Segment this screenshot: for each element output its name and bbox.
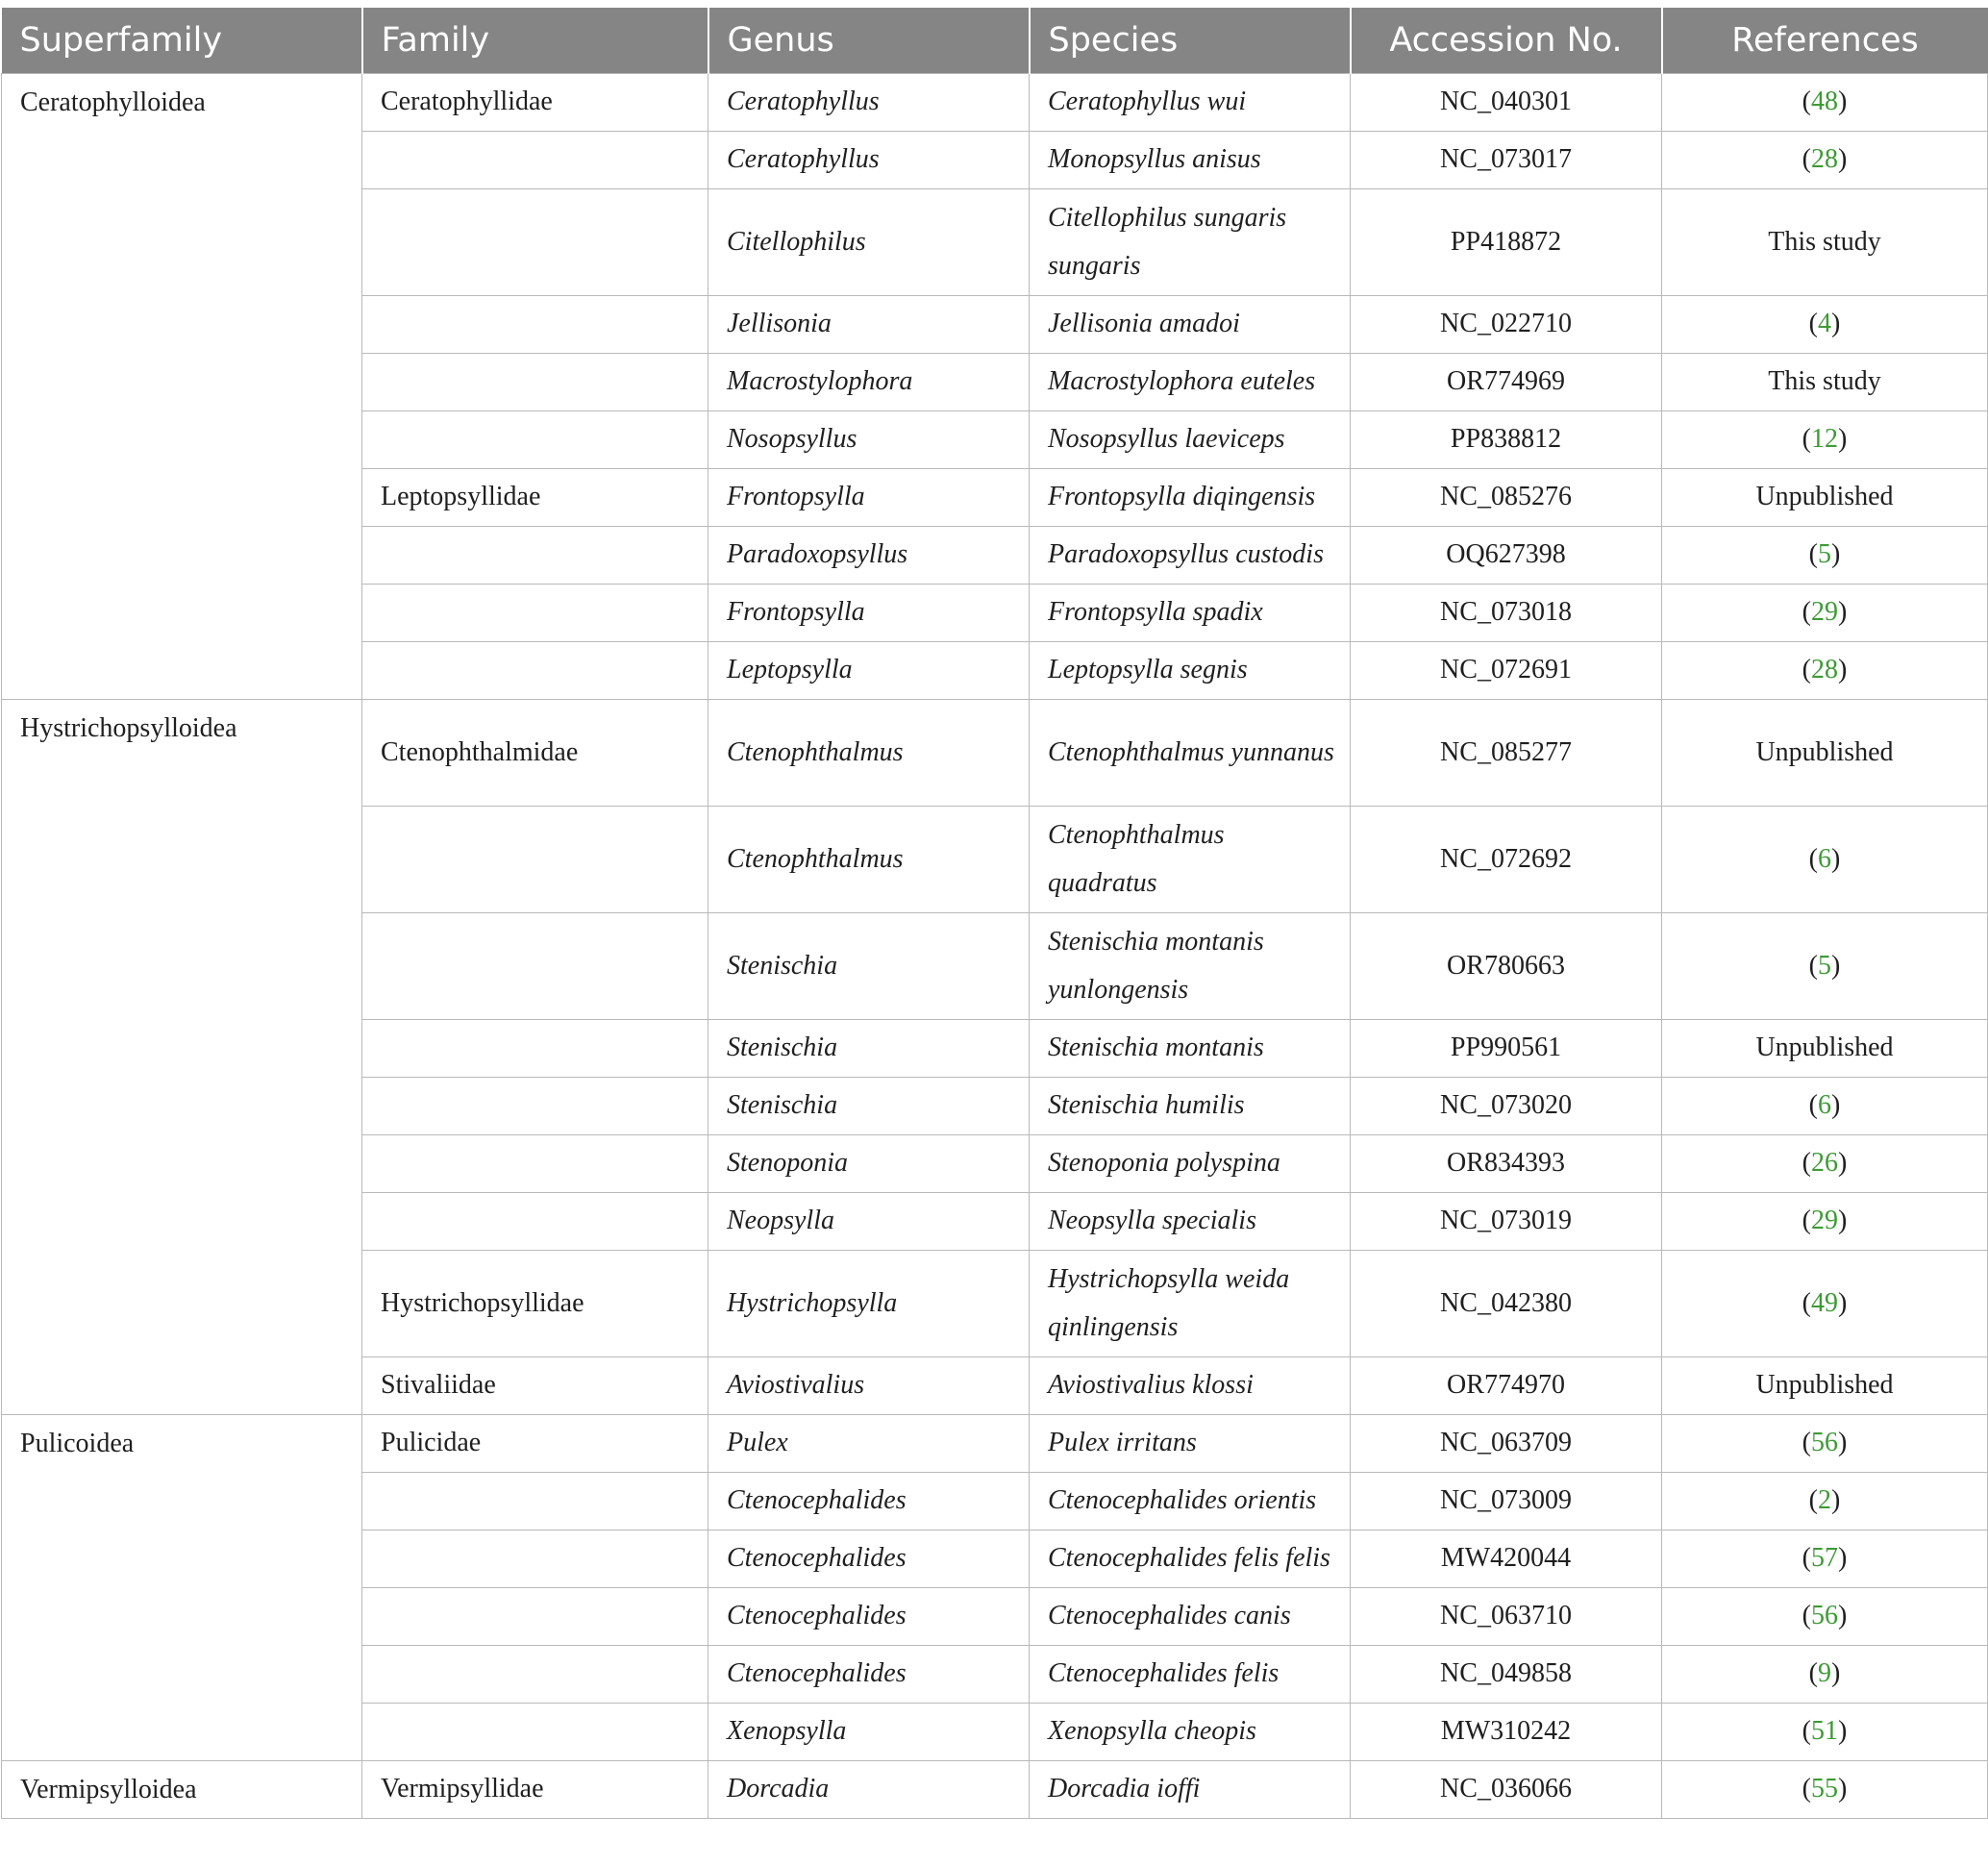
table-container	[1, 8, 1987, 1819]
cell-reference	[1662, 699, 1988, 806]
cell-genus: Hystrichopsylla	[708, 1250, 1030, 1356]
cell-accession: NC_040301	[1351, 73, 1662, 131]
cell-accession: NC_063710	[1351, 1587, 1662, 1645]
reference-link[interactable]: 26	[1811, 1148, 1838, 1178]
ref-close-paren: )	[1831, 1090, 1841, 1120]
ref-close-paren: )	[1831, 950, 1841, 981]
cell-species: Stenoponia polyspina	[1030, 1134, 1351, 1192]
cell-family	[362, 295, 708, 353]
cell-reference	[1662, 73, 1988, 131]
cell-reference	[1662, 1019, 1988, 1077]
cell-species: Neopsylla specialis	[1030, 1192, 1351, 1250]
cell-species: Monopsyllus anisus	[1030, 131, 1351, 188]
cell-reference	[1662, 1250, 1988, 1356]
cell-accession: NC_042380	[1351, 1250, 1662, 1356]
reference-link[interactable]: 55	[1811, 1774, 1838, 1804]
cell-family	[362, 188, 708, 295]
cell-reference	[1662, 1472, 1988, 1530]
ref-close-paren: )	[1838, 655, 1848, 684]
cell-species: Stenischia montanis	[1030, 1019, 1351, 1077]
cell-family	[362, 131, 708, 188]
ref-open-paren: (	[1802, 1774, 1811, 1804]
cell-species: Ctenocephalides felis felis	[1030, 1530, 1351, 1587]
cell-family	[362, 641, 708, 699]
cell-species: Citellophilus sungaris sungaris	[1030, 188, 1351, 295]
ref-close-paren: )	[1838, 597, 1848, 627]
reference-link[interactable]: 49	[1811, 1287, 1838, 1318]
ref-close-paren: )	[1838, 1428, 1848, 1457]
cell-reference	[1662, 468, 1988, 526]
cell-accession: NC_036066	[1351, 1760, 1662, 1818]
cell-species: Ctenocephalides felis	[1030, 1645, 1351, 1703]
ref-close-paren: )	[1831, 309, 1841, 338]
cell-accession: NC_063709	[1351, 1414, 1662, 1472]
ref-open-paren: (	[1802, 1428, 1811, 1457]
cell-reference	[1662, 912, 1988, 1019]
cell-accession: OR774969	[1351, 353, 1662, 411]
ref-open-paren: (	[1802, 1716, 1811, 1746]
cell-family	[362, 584, 708, 641]
cell-genus: Aviostivalius	[708, 1356, 1030, 1414]
cell-reference	[1662, 131, 1988, 188]
header-genus: Genus	[708, 8, 1030, 73]
cell-genus: Ctenocephalides	[708, 1472, 1030, 1530]
cell-superfamily: Pulicoidea	[2, 1414, 362, 1760]
cell-reference	[1662, 353, 1988, 411]
ref-open-paren: (	[1802, 87, 1811, 116]
ref-open-paren: (	[1808, 1485, 1818, 1515]
ref-open-paren: (	[1808, 843, 1818, 874]
cell-accession: PP838812	[1351, 411, 1662, 468]
ref-close-paren: )	[1838, 1206, 1848, 1235]
cell-family	[362, 806, 708, 912]
cell-genus: Ctenocephalides	[708, 1587, 1030, 1645]
cell-family	[362, 1192, 708, 1250]
cell-genus: Nosopsyllus	[708, 411, 1030, 468]
cell-reference	[1662, 1530, 1988, 1587]
cell-family	[362, 912, 708, 1019]
table-row	[2, 699, 1988, 806]
reference-link[interactable]: 6	[1818, 1090, 1831, 1120]
cell-family	[362, 353, 708, 411]
cell-species: Jellisonia amadoi	[1030, 295, 1351, 353]
cell-accession: NC_073009	[1351, 1472, 1662, 1530]
cell-genus: Stenischia	[708, 912, 1030, 1019]
ref-close-paren: )	[1831, 539, 1841, 569]
cell-accession: NC_072691	[1351, 641, 1662, 699]
cell-accession: PP990561	[1351, 1019, 1662, 1077]
cell-family: Pulicidae	[362, 1414, 708, 1472]
ref-open-paren: (	[1802, 1601, 1811, 1630]
reference-text: This study	[1768, 226, 1881, 257]
ref-open-paren: (	[1808, 539, 1818, 569]
cell-genus: Ctenophthalmus	[708, 699, 1030, 806]
cell-reference	[1662, 1077, 1988, 1134]
reference-link[interactable]: 28	[1811, 655, 1838, 684]
cell-family	[362, 1019, 708, 1077]
header-row	[2, 8, 1988, 73]
cell-superfamily: Ceratophylloidea	[2, 73, 362, 699]
ref-open-paren: (	[1802, 1206, 1811, 1235]
cell-accession: NC_022710	[1351, 295, 1662, 353]
reference-link[interactable]: 29	[1811, 597, 1838, 627]
ref-open-paren: (	[1802, 1287, 1811, 1318]
cell-reference	[1662, 1645, 1988, 1703]
ref-open-paren: (	[1802, 1148, 1811, 1178]
cell-family	[362, 1077, 708, 1134]
cell-reference	[1662, 295, 1988, 353]
ref-open-paren: (	[1808, 950, 1818, 981]
cell-family: Leptopsyllidae	[362, 468, 708, 526]
cell-reference	[1662, 1760, 1988, 1818]
cell-family	[362, 1587, 708, 1645]
cell-genus: Ctenocephalides	[708, 1530, 1030, 1587]
cell-reference	[1662, 411, 1988, 468]
reference-link[interactable]: 12	[1811, 424, 1838, 454]
cell-reference	[1662, 1414, 1988, 1472]
reference-text: Unpublished	[1755, 482, 1894, 511]
cell-reference	[1662, 1134, 1988, 1192]
reference-link[interactable]: 6	[1818, 843, 1831, 874]
cell-reference	[1662, 1192, 1988, 1250]
reference-text: This study	[1768, 366, 1881, 396]
header-species: Species	[1030, 8, 1351, 73]
cell-species: Stenischia humilis	[1030, 1077, 1351, 1134]
table-row	[2, 73, 1988, 131]
cell-species: Dorcadia ioffi	[1030, 1760, 1351, 1818]
cell-species: Paradoxopsyllus custodis	[1030, 526, 1351, 584]
ref-close-paren: )	[1838, 1601, 1848, 1630]
reference-link[interactable]: 56	[1811, 1428, 1838, 1457]
cell-species: Ctenophthalmus quadratus	[1030, 806, 1351, 912]
reference-link[interactable]: 29	[1811, 1206, 1838, 1235]
cell-accession: NC_073018	[1351, 584, 1662, 641]
cell-reference	[1662, 584, 1988, 641]
reference-link[interactable]: 48	[1811, 87, 1838, 116]
cell-reference	[1662, 806, 1988, 912]
reference-link[interactable]: 5	[1818, 539, 1831, 569]
ref-close-paren: )	[1831, 1658, 1841, 1688]
reference-text: Unpublished	[1755, 1370, 1894, 1400]
cell-genus: Pulex	[708, 1414, 1030, 1472]
table-row	[2, 1760, 1988, 1818]
cell-family: Ctenophthalmidae	[362, 699, 708, 806]
cell-genus: Citellophilus	[708, 188, 1030, 295]
cell-superfamily: Hystrichopsylloidea	[2, 699, 362, 1414]
ref-open-paren: (	[1802, 1543, 1811, 1573]
cell-family	[362, 411, 708, 468]
cell-reference	[1662, 1356, 1988, 1414]
cell-family	[362, 1472, 708, 1530]
cell-reference	[1662, 1587, 1988, 1645]
ref-close-paren: )	[1838, 1287, 1848, 1318]
cell-family: Hystrichopsyllidae	[362, 1250, 708, 1356]
cell-accession: OR774970	[1351, 1356, 1662, 1414]
cell-family	[362, 1703, 708, 1760]
cell-family: Ceratophyllidae	[362, 73, 708, 131]
ref-close-paren: )	[1831, 1485, 1841, 1515]
cell-genus: Macrostylophora	[708, 353, 1030, 411]
cell-genus: Stenischia	[708, 1077, 1030, 1134]
cell-genus: Dorcadia	[708, 1760, 1030, 1818]
cell-genus: Ctenophthalmus	[708, 806, 1030, 912]
cell-accession: NC_049858	[1351, 1645, 1662, 1703]
ref-close-paren: )	[1838, 1716, 1848, 1746]
cell-reference	[1662, 188, 1988, 295]
ref-open-paren: (	[1808, 309, 1818, 338]
reference-link[interactable]: 57	[1811, 1543, 1838, 1573]
ref-close-paren: )	[1831, 843, 1841, 874]
cell-accession: PP418872	[1351, 188, 1662, 295]
cell-genus: Frontopsylla	[708, 468, 1030, 526]
ref-close-paren: )	[1838, 1774, 1848, 1804]
table-body	[2, 73, 1988, 1818]
flea-mitogenome-table	[1, 8, 1988, 1819]
cell-species: Frontopsylla spadix	[1030, 584, 1351, 641]
reference-link[interactable]: 28	[1811, 144, 1838, 174]
cell-superfamily: Vermipsylloidea	[2, 1760, 362, 1818]
ref-open-paren: (	[1808, 1090, 1818, 1120]
cell-reference	[1662, 526, 1988, 584]
cell-species: Ctenocephalides orientis	[1030, 1472, 1351, 1530]
cell-genus: Leptopsylla	[708, 641, 1030, 699]
reference-link[interactable]: 9	[1818, 1658, 1831, 1688]
cell-species: Leptopsylla segnis	[1030, 641, 1351, 699]
reference-link[interactable]: 51	[1811, 1716, 1838, 1746]
ref-close-paren: )	[1838, 144, 1848, 174]
cell-family: Vermipsyllidae	[362, 1760, 708, 1818]
cell-accession: NC_073017	[1351, 131, 1662, 188]
cell-family	[362, 526, 708, 584]
cell-species: Nosopsyllus laeviceps	[1030, 411, 1351, 468]
header-references: References	[1662, 8, 1988, 73]
cell-species: Aviostivalius klossi	[1030, 1356, 1351, 1414]
cell-reference	[1662, 641, 1988, 699]
ref-open-paren: (	[1802, 597, 1811, 627]
cell-family	[362, 1645, 708, 1703]
cell-accession: OR834393	[1351, 1134, 1662, 1192]
cell-genus: Xenopsylla	[708, 1703, 1030, 1760]
cell-species: Pulex irritans	[1030, 1414, 1351, 1472]
table-row	[2, 1414, 1988, 1472]
reference-text: Unpublished	[1755, 1033, 1894, 1062]
reference-link[interactable]: 4	[1818, 309, 1831, 338]
cell-species: Frontopsylla diqingensis	[1030, 468, 1351, 526]
cell-species: Ceratophyllus wui	[1030, 73, 1351, 131]
reference-text: Unpublished	[1755, 736, 1894, 767]
cell-accession: NC_085276	[1351, 468, 1662, 526]
cell-genus: Jellisonia	[708, 295, 1030, 353]
cell-accession: NC_072692	[1351, 806, 1662, 912]
cell-genus: Ceratophyllus	[708, 73, 1030, 131]
cell-accession: OR780663	[1351, 912, 1662, 1019]
ref-open-paren: (	[1802, 655, 1811, 684]
ref-close-paren: )	[1838, 1543, 1848, 1573]
cell-species: Ctenophthalmus yunnanus	[1030, 699, 1351, 806]
header-accession: Accession No.	[1351, 8, 1662, 73]
cell-accession: NC_085277	[1351, 699, 1662, 806]
cell-genus: Ceratophyllus	[708, 131, 1030, 188]
ref-open-paren: (	[1808, 1658, 1818, 1688]
cell-family	[362, 1530, 708, 1587]
cell-species: Xenopsylla cheopis	[1030, 1703, 1351, 1760]
cell-family	[362, 1134, 708, 1192]
cell-species: Ctenocephalides canis	[1030, 1587, 1351, 1645]
reference-link[interactable]: 5	[1818, 950, 1831, 981]
cell-species: Hystrichopsylla weida qinlingensis	[1030, 1250, 1351, 1356]
reference-link[interactable]: 56	[1811, 1601, 1838, 1630]
ref-close-paren: )	[1838, 1148, 1848, 1178]
cell-reference	[1662, 1703, 1988, 1760]
cell-genus: Stenischia	[708, 1019, 1030, 1077]
cell-genus: Stenoponia	[708, 1134, 1030, 1192]
cell-genus: Frontopsylla	[708, 584, 1030, 641]
cell-accession: NC_073020	[1351, 1077, 1662, 1134]
cell-accession: OQ627398	[1351, 526, 1662, 584]
header-family: Family	[362, 8, 708, 73]
cell-species: Macrostylophora euteles	[1030, 353, 1351, 411]
ref-open-paren: (	[1802, 144, 1811, 174]
cell-genus: Neopsylla	[708, 1192, 1030, 1250]
cell-genus: Ctenocephalides	[708, 1645, 1030, 1703]
cell-accession: NC_073019	[1351, 1192, 1662, 1250]
header-superfamily: Superfamily	[2, 8, 362, 73]
ref-close-paren: )	[1838, 424, 1848, 454]
cell-genus: Paradoxopsyllus	[708, 526, 1030, 584]
cell-accession: MW420044	[1351, 1530, 1662, 1587]
ref-close-paren: )	[1838, 87, 1848, 116]
cell-accession: MW310242	[1351, 1703, 1662, 1760]
ref-open-paren: (	[1802, 424, 1811, 454]
cell-species: Stenischia montanis yunlongensis	[1030, 912, 1351, 1019]
reference-link[interactable]: 2	[1818, 1485, 1831, 1515]
cell-family: Stivaliidae	[362, 1356, 708, 1414]
